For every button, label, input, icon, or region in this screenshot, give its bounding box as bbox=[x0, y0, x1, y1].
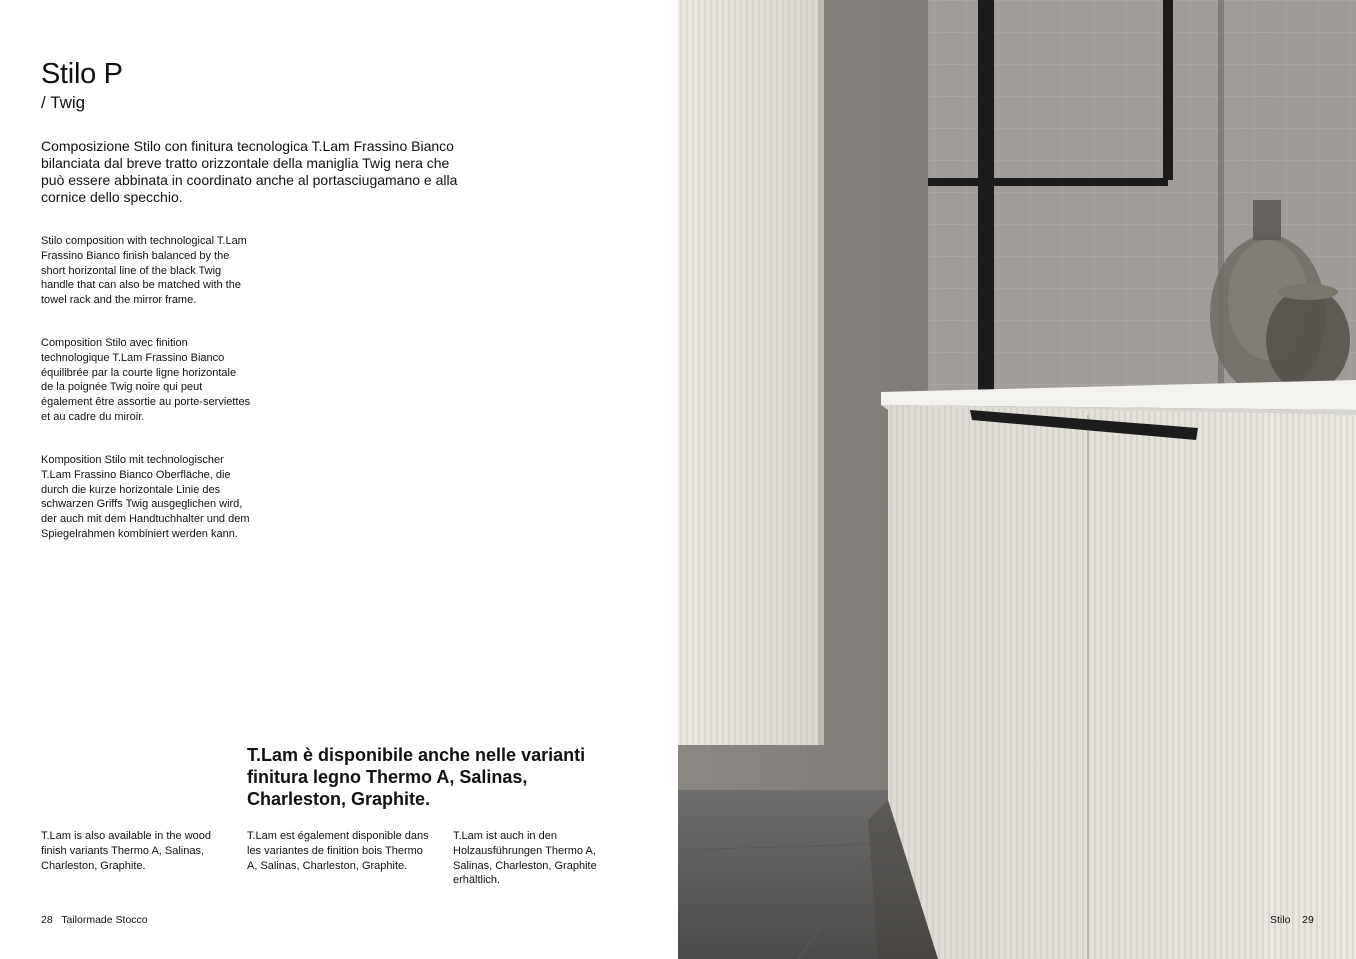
page-subtitle: / Twig bbox=[41, 93, 86, 112]
promo-text-en: T.Lam is also available in the wood finish variants Thermo A, Salinas, Charleston, Graphite. bbox=[41, 830, 211, 872]
lead-paragraph-it: Composizione Stilo con finitura tecnologica T.Lam Frassino Bianco bilanciata dal breve tratto orizzontale della maniglia Twig nera che può essere abbinata in coordinato anche al portasciugamano e alla cornice dello specchio. bbox=[41, 138, 458, 205]
paragraph-fr: Composition Stilo avec finition technologique T.Lam Frassino Bianco équilibrée par la courte ligne horizontale de la poignée Twig noire qui peut également être assortie au porte-serviettes et au cadre du miroir. bbox=[41, 337, 251, 423]
footer-left bbox=[41, 914, 148, 926]
paragraph-de: Komposition Stilo mit technologischer T.Lam Frassino Bianco Oberfläche, die durch die kurze horizontale Linie des schwarzen Griffs Twig ausgeglichen wird, der auch mit dem Handtuchhalter und dem Spiegelrahmen kombiniert werden kann. bbox=[41, 454, 250, 540]
footer-label: Tailormade Stocco bbox=[61, 914, 148, 926]
promo-text-de: T.Lam ist auch in den Holzausführungen Thermo A, Salinas, Charleston, Graphite erhältlich. bbox=[453, 830, 597, 887]
promo-heading-it: T.Lam è disponibile anche nelle varianti finitura legno Thermo A, Salinas, Charleston, Graphite. bbox=[247, 745, 586, 809]
page-number-right: 29 bbox=[1302, 914, 1314, 926]
promo-text-fr: T.Lam est également disponible dans les variantes de finition bois Thermo A, Salinas, Charleston, Graphite. bbox=[247, 830, 429, 872]
photo-page bbox=[678, 0, 1356, 959]
footer-right bbox=[1270, 914, 1314, 926]
footer-label-right: Stilo bbox=[1270, 914, 1291, 926]
page-title: Stilo P bbox=[41, 58, 123, 90]
page-number: 28 bbox=[41, 914, 53, 926]
bathroom-vanity-photo bbox=[678, 0, 1356, 959]
paragraph-en: Stilo composition with technological T.Lam Frassino Bianco finish balanced by the short horizontal line of the black Twig handle that can also be matched with the towel rack and the mirror frame. bbox=[41, 235, 247, 307]
